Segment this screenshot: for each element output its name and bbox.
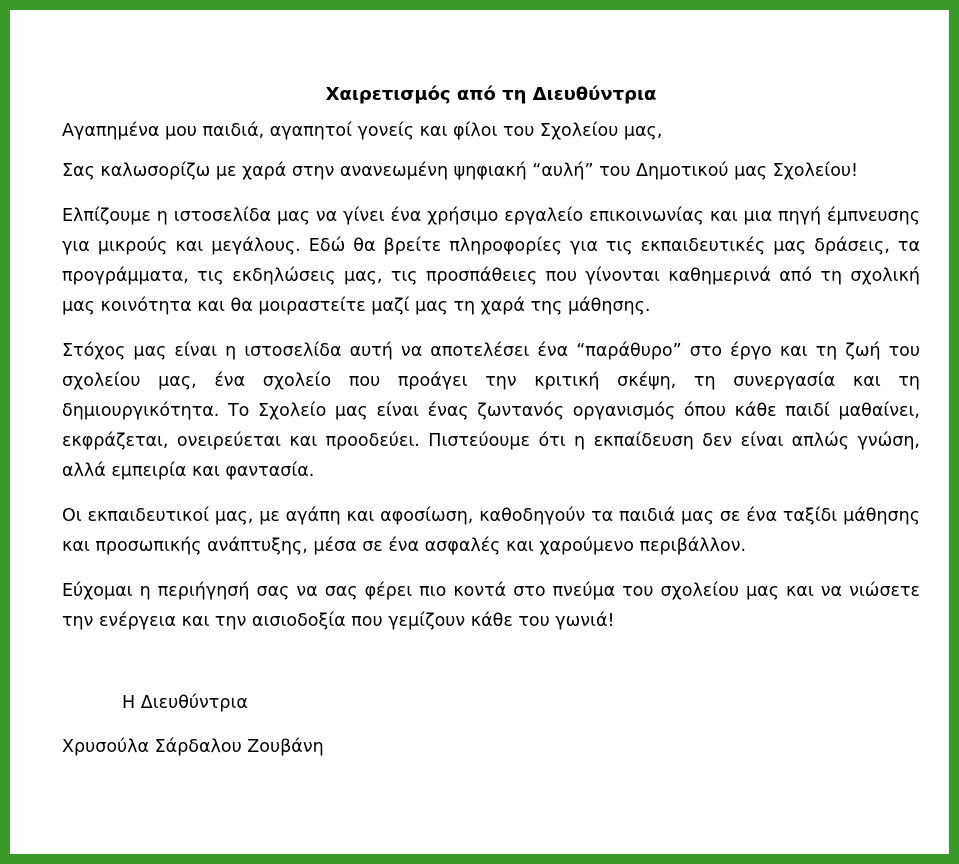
letter-greeting: Αγαπημένα μου παιδιά, αγαπητοί γονείς και φίλοι του Σχολείου μας, (62, 121, 663, 141)
letter-title: Χαιρετισμός από τη Διευθύντρια (325, 84, 657, 105)
letter-paragraph-website: Ελπίζουμε η ιστοσελίδα μας να γίνει ένα χρήσιμο εργαλείο επικοινωνίας και μια πηγή έμπνευσης για μικρούς και μεγάλους. Εδώ θα βρείτε πληροφορίες για τις εκπαιδευτικές μας δράσεις, τα προγράμματα, τις εκδηλώσεις μας, τις προσπάθειες που γίνονται καθημερινά από τη σχολική μας κοινότητα και θα μοιραστείτε μαζί μας τη χαρά της μάθησης. (62, 206, 920, 316)
letter-paragraph-goal: Στόχος μας είναι η ιστοσελίδα αυτή να αποτελέσει ένα “παράθυρο” στο έργο και τη ζωή του σχολείου μας, ένα σχολείο που προάγει την κριτική σκέψη, τη συνεργασία και τη δημιουργικότητα. Το Σχολείο μας είναι ένας ζωντανός οργανισμός όπου κάθε παιδί μαθαίνει, εκφράζεται, ονειρεύεται και προοδεύει. Πιστεύουμε ότι η εκπαίδευση δεν είναι απλώς γνώση, αλλά εμπειρία και φαντασία. (62, 341, 920, 481)
letter-paragraph-teachers: Οι εκπαιδευτικοί μας, με αγάπη και αφοσίωση, καθοδηγούν τα παιδιά μας σε ένα ταξίδι μάθησης και προσωπικής ανάπτυξης, μέσα σε ένα ασφαλές και χαρούμενο περιβάλλον. (62, 506, 920, 556)
letter-paragraph-wish: Εύχομαι η περιήγησή σας να σας φέρει πιο κοντά στο πνεύμα του σχολείου μας και να νιώσετε την ενέργεια και την αισιοδοξία που γεμίζουν κάθε του γωνιά! (62, 581, 920, 631)
signature-role: Η Διευθύντρια (122, 693, 248, 713)
letter-paragraph-welcome: Σας καλωσορίζω με χαρά στην ανανεωμένη ψηφιακή “αυλή” του Δημοτικού μας Σχολείου! (62, 161, 859, 181)
letter-content (62, 80, 920, 762)
signature-name: Χρυσούλα Σάρδαλου Ζουβάνη (62, 737, 324, 757)
